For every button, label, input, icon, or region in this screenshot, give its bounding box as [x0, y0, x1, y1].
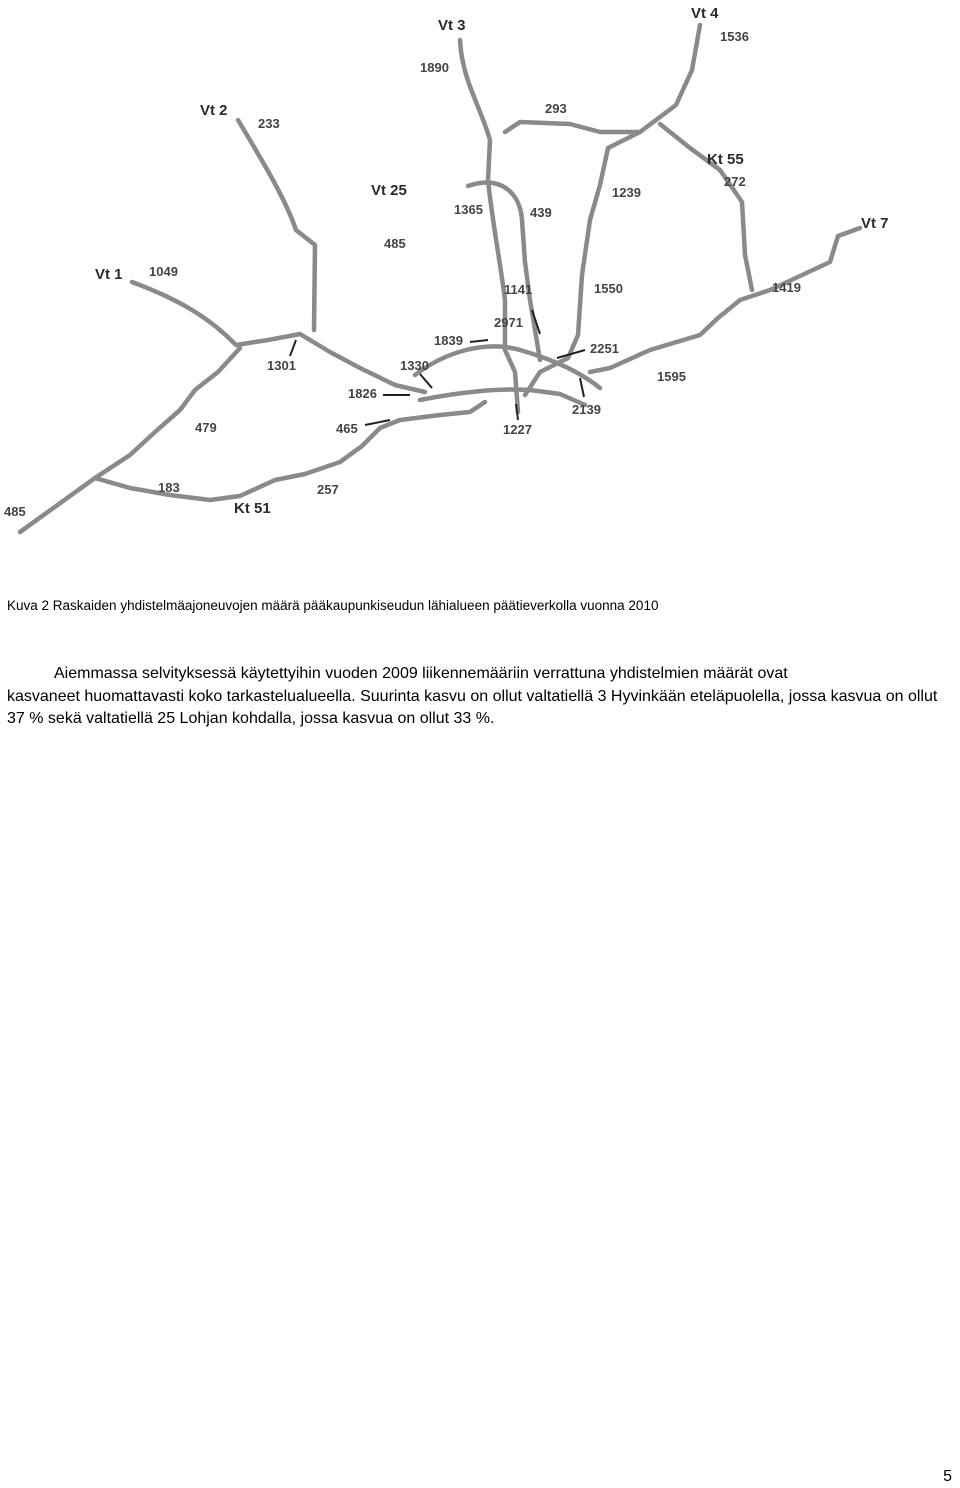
label-vt1: Vt 1: [95, 266, 123, 283]
count-465: 465: [336, 421, 358, 436]
road-kt55: [660, 124, 752, 290]
count-2139: 2139: [572, 402, 601, 417]
label-vt7: Vt 7: [861, 215, 889, 232]
count-233: 233: [258, 116, 280, 131]
count-1141: 1141: [504, 282, 533, 297]
label-kt51: Kt 51: [234, 500, 271, 517]
count-1365: 1365: [454, 202, 483, 217]
count-485-a: 485: [384, 236, 406, 251]
count-1839: 1839: [434, 333, 463, 348]
label-vt25: Vt 25: [371, 182, 407, 199]
count-1239: 1239: [612, 185, 641, 200]
road-kt51: [95, 402, 485, 500]
count-1419: 1419: [772, 280, 801, 295]
ring-road-2: [420, 389, 585, 405]
paragraph-rest: kasvaneet huomattavasti koko tarkastelualueella. Suurinta kasvu on ollut valtatiellä 3 Hyvinkään eteläpuolella, jossa kasvua on ollut 37 % sekä valtatiellä 25 Lohjan kohdalla, jossa kasvua on ollut 33 %.: [7, 687, 938, 727]
count-1330: 1330: [400, 358, 429, 373]
count-479: 479: [195, 420, 217, 435]
road-vt7: [590, 228, 860, 372]
count-1826: 1826: [348, 386, 377, 401]
road-vt3: [460, 40, 518, 412]
count-293: 293: [545, 101, 567, 116]
road-vt2: [238, 120, 315, 330]
count-183: 183: [158, 480, 180, 495]
count-257: 257: [317, 482, 339, 497]
count-439: 439: [530, 205, 552, 220]
label-vt4: Vt 4: [691, 5, 719, 22]
paragraph-line-1: Aiemmassa selvityksessä käytettyihin vuoden 2009 liikennemääriin verrattuna yhdistelmien määrät ovat: [54, 665, 788, 682]
count-2251: 2251: [590, 341, 619, 356]
road-network-map: [0, 0, 960, 560]
count-1301: 1301: [267, 358, 296, 373]
count-1890: 1890: [420, 60, 449, 75]
count-1595: 1595: [657, 369, 686, 384]
count-272: 272: [724, 174, 746, 189]
count-1550: 1550: [594, 281, 623, 296]
count-2971: 2971: [494, 315, 523, 330]
count-1536: 1536: [720, 29, 749, 44]
road-vt1: [132, 282, 425, 392]
page-number: 5: [943, 1468, 952, 1485]
body-paragraph: [7, 663, 953, 731]
label-vt2: Vt 2: [200, 102, 228, 119]
road-vt4: [505, 25, 700, 132]
count-1227: 1227: [503, 422, 532, 437]
label-vt3: Vt 3: [438, 17, 466, 34]
figure-caption: Kuva 2 Raskaiden yhdistelmäajoneuvojen määrä pääkaupunkiseudun lähialueen päätieverkolla vuonna 2010: [7, 598, 659, 613]
count-1049: 1049: [149, 264, 178, 279]
road-vt25-sw: [20, 348, 240, 532]
count-485-b: 485: [4, 504, 26, 519]
label-kt55: Kt 55: [707, 151, 744, 168]
